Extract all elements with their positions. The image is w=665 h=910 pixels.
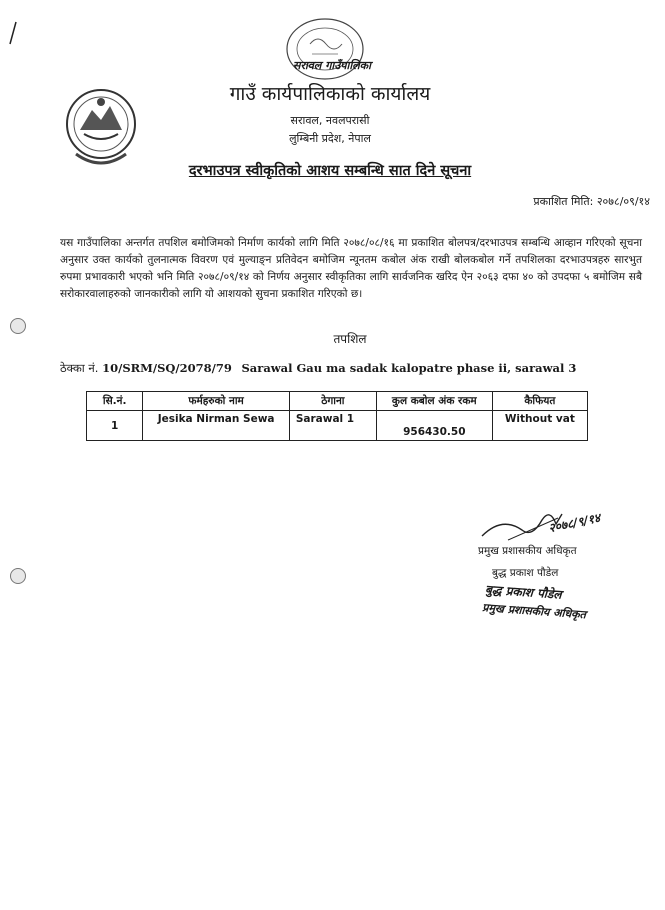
cell-address: Sarawal 1 (289, 411, 376, 441)
contract-label: ठेक्का नं. (60, 361, 99, 375)
contract-number: 10/SRM/SQ/2078/79 (102, 361, 232, 375)
header-address: ठेगाना (289, 392, 376, 411)
header-amount: कुल कबोल अंक रकम (376, 392, 492, 411)
bids-table (86, 391, 588, 441)
seal-text: सरावल गाउँपालिका (293, 59, 371, 72)
margin-mark-icon (6, 20, 20, 46)
cell-remarks: Without vat (492, 411, 587, 441)
header-remarks: कैफियत (492, 392, 587, 411)
table-caption: तपशिल (333, 332, 367, 346)
officer-name: बुद्ध प्रकाश पौडेल (492, 567, 559, 579)
table-header-row (87, 392, 588, 411)
cell-amount: 956430.50 (376, 411, 492, 441)
punch-hole-icon (10, 568, 26, 584)
office-seal-icon (282, 14, 368, 84)
cell-firm: Jesika Nirman Sewa (143, 411, 290, 441)
table-row (87, 411, 588, 441)
published-date: २०७८/०९/१४ (596, 195, 650, 208)
published-date-line (470, 194, 650, 209)
officer-stamp-title: प्रमुख प्रशासकीय अधिकृत (481, 601, 587, 622)
published-label: प्रकाशित मिति: (533, 195, 594, 208)
signature-date: २०७८/९/१४ (547, 510, 602, 536)
address-line2: लुम्बिनी प्रदेश, नेपाल (289, 132, 371, 145)
officer-stamp-name: बुद्ध प्रकाश पौडेल (484, 582, 563, 602)
notice-title: दरभाउपत्र स्वीकृतिको आशय सम्बन्धि सात दिने सूचना (188, 163, 472, 179)
address-line1: सरावल, नवलपरासी (290, 114, 370, 127)
contract-name: Sarawal Gau ma sadak kalopatre phase ii, sarawal 3 (241, 361, 577, 375)
header-sn: सि.नं. (87, 392, 143, 411)
notice-body: यस गाउँपालिका अन्तर्गत तपशिल बमोजिमको निर्माण कार्यको लागि मिति २०७८/०८/१६ मा प्रकाशित बोलपत्र/दरभाउपत्र सम्बन्धि आव्हान गरिएको सूचना अनुसार उक्त कार्यको तुलनात्मक विवरण एवं मुल्याङ्न प्रतिवेदन बमोजिम न्यूनतम कबोल अंक राखी बोलकबोल गर्ने तपशिलका दरभाउपत्रहरु सारभुत रुपमा प्रभावकारी भएको भनि मिति २०७८/०९/१४ को निर्णय अनुसार स्वीकृतिका लागि सार्वजनिक खरिद ऐन २०६३ दफा ४० को उपदफा ५ बमोजिम सबै सरोकारवालाहरुको जानकारीको लागि यो आशयको सुचना प्रकाशित गरिएको छ। (60, 237, 643, 300)
officer-title: प्रमुख प्रशासकीय अधिकृत (478, 545, 577, 557)
office-name: गाउँ कार्यपालिकाको कार्यालय (229, 83, 431, 105)
cell-sn: 1 (87, 411, 143, 441)
nepal-emblem-icon (62, 84, 140, 170)
header-firm: फर्महरुको नाम (143, 392, 290, 411)
punch-hole-icon (10, 318, 26, 334)
contract-line (60, 361, 620, 376)
